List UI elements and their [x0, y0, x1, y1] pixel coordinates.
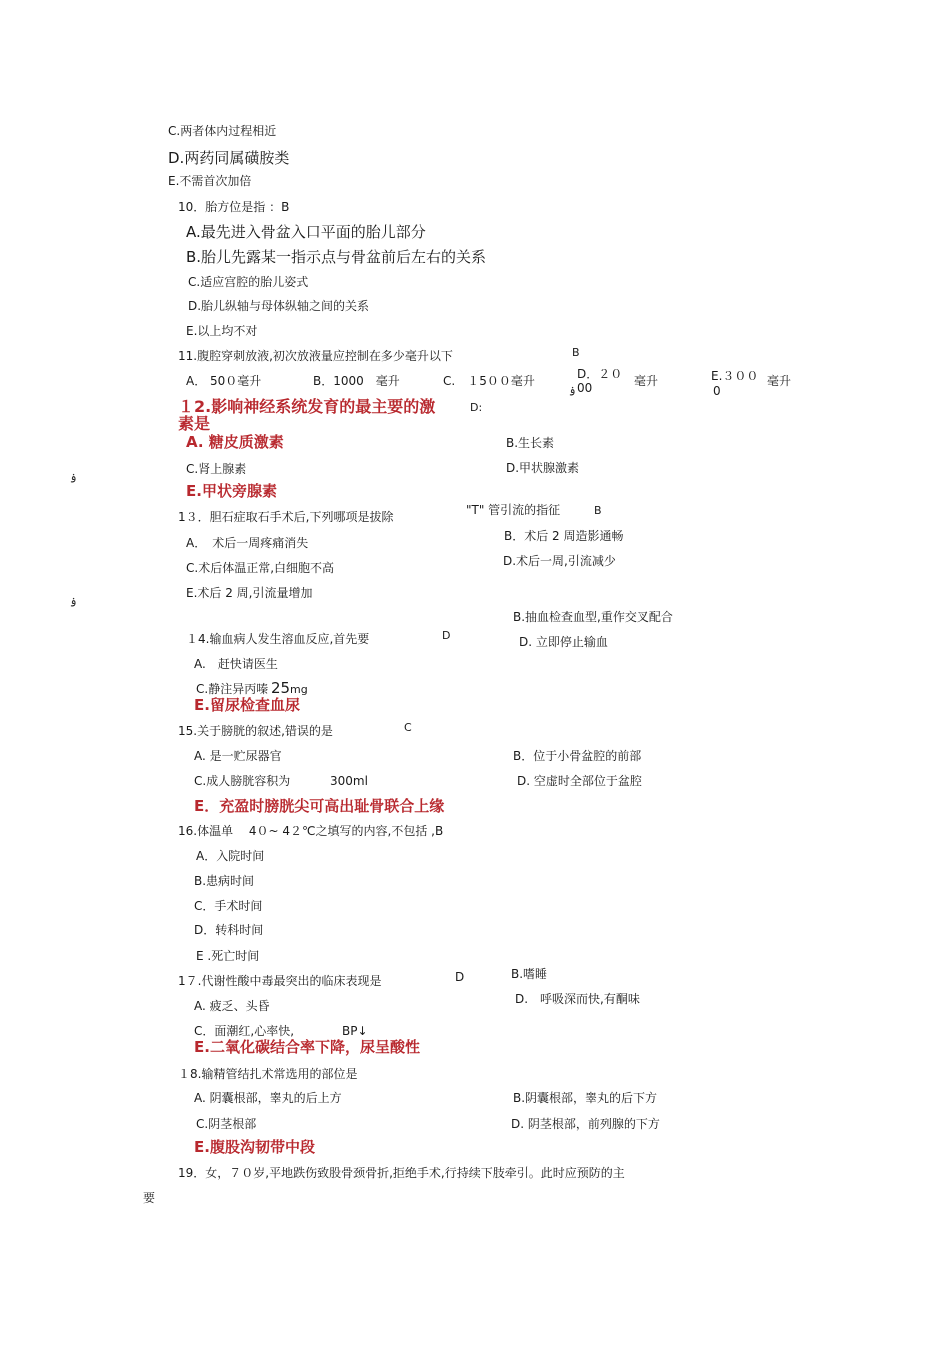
- option-line: C.肾上腺素: [186, 462, 247, 476]
- option-line: B.嗜睡: [511, 967, 548, 981]
- option-line: E.留尿检查血尿: [194, 696, 300, 714]
- option-line: E.腹股沟韧带中段: [194, 1138, 315, 1156]
- option-line: C．手术时间: [194, 899, 263, 913]
- option-line: A．入院时间: [196, 849, 265, 863]
- option-line: C.适应宫腔的胎儿姿式: [188, 275, 309, 289]
- option-line: A. 疲乏、头昏: [194, 999, 270, 1013]
- option-line: C.成人膀胱容积为: [194, 774, 291, 788]
- question-19-cont: 要: [143, 1191, 156, 1205]
- option-line: E.不需首次加倍: [168, 174, 252, 188]
- option-line: E.二氧化碳结合率下降，尿呈酸性: [194, 1038, 420, 1056]
- answer-mark: D:: [470, 401, 483, 414]
- option-line: C. １5００毫升: [443, 374, 535, 388]
- question-13: 1３．胆石症取石手术后,下列哪项是拔除: [178, 510, 394, 524]
- question-11: 11.腹腔穿刺放液,初次放液量应控制在多少毫升以下: [178, 349, 453, 363]
- option-line: D．转科时间: [194, 923, 264, 937]
- option-line: D.术后一周,引流减少: [503, 554, 616, 568]
- option-line: D.两药同属磺胺类: [168, 149, 290, 167]
- option-line: 25: [271, 679, 291, 697]
- option-line: C．面潮红,心率快,: [194, 1024, 295, 1038]
- answer-mark: D: [442, 629, 451, 642]
- option-line: A.最先进入骨盆入口平面的胎儿部分: [186, 223, 426, 241]
- option-line: mg: [290, 683, 308, 696]
- option-line: 0: [713, 384, 721, 398]
- option-line: B．位于小骨盆腔的前部: [513, 749, 642, 763]
- option-line: A. 阴囊根部，睾丸的后上方: [194, 1091, 342, 1105]
- option-line: E.术后 2 周,引流量增加: [186, 586, 313, 600]
- question-15: 15.关于膀胱的叙述,错误的是: [178, 724, 333, 738]
- option-line: A． 50０毫升: [186, 374, 262, 388]
- option-line: B.生长素: [506, 436, 555, 450]
- option-line: A． 术后一周疼痛消失: [186, 536, 309, 550]
- question-12: １2.影响神经系统发育的最主要的激: [178, 397, 436, 416]
- question-17: 1７.代谢性酸中毒最突出的临床表现是: [178, 974, 382, 988]
- option-line: E．充盈时膀胱尖可高出耻骨联合上缘: [194, 797, 445, 815]
- option-line: B．术后 2 周造影通畅: [504, 529, 624, 543]
- option-line: E .死亡时间: [196, 949, 260, 963]
- scan-mark: ۏ: [70, 594, 77, 607]
- question-18: １8.输精管结扎术常选用的部位是: [178, 1067, 358, 1081]
- option-line: C.静注异丙嗪: [196, 682, 269, 696]
- option-line: E.以上均不对: [186, 324, 258, 338]
- option-line: A. 是一贮尿器官: [194, 749, 282, 763]
- option-line: E.３００: [711, 369, 759, 383]
- question-16: 16.体温单 4０~ 4２℃之填写的内容,不包括 ,B: [178, 824, 444, 838]
- option-line: 00: [577, 381, 593, 395]
- option-line: D. 空虚时全部位于盆腔: [517, 774, 642, 788]
- option-line: 300ml: [330, 774, 368, 788]
- question-19: 19．女，７０岁,平地跌伤致股骨颈骨折,拒绝手术,行持续下肢牵引。此时应预防的主: [178, 1166, 625, 1180]
- option-line: B．1000 毫升: [313, 374, 400, 388]
- option-line: D. 呼吸深而快,有酮味: [515, 992, 640, 1006]
- answer-mark: B: [572, 346, 580, 359]
- option-line: D．２０: [577, 367, 623, 381]
- option-line: D. 立即停止输血: [519, 635, 608, 649]
- option-line: C.术后体温正常,白细胞不高: [186, 561, 335, 575]
- option-line: 毫升: [634, 374, 659, 388]
- option-line: B.阴囊根部，睾丸的后下方: [513, 1091, 658, 1105]
- option-line: C.两者体内过程相近: [168, 124, 277, 138]
- option-line: E.甲状旁腺素: [186, 482, 277, 500]
- scan-mark: ۏ: [569, 383, 576, 396]
- scan-mark: ۏ: [70, 470, 77, 483]
- option-line: D.胎儿纵轴与母体纵轴之间的关系: [188, 299, 370, 313]
- option-line: A. 赶快请医生: [194, 657, 278, 671]
- option-line: B.胎儿先露某一指示点与骨盆前后左右的关系: [186, 248, 487, 266]
- question-12-cont: 素是: [178, 414, 211, 433]
- option-line: D. 阴茎根部，前列腺的下方: [511, 1117, 660, 1131]
- question-10: 10．胎方位是指 ：B: [178, 200, 290, 214]
- option-line: C.阴茎根部: [196, 1117, 257, 1131]
- option-line: B.抽血检查血型,重作交叉配合: [513, 610, 673, 624]
- answer-mark: D: [455, 970, 465, 984]
- option-line: B.患病时间: [194, 874, 255, 888]
- option-line: BP↓: [342, 1024, 368, 1038]
- answer-mark: C: [404, 721, 412, 734]
- question-14: １4.输血病人发生溶血反应,首先要: [186, 632, 370, 646]
- option-line: D.甲状腺激素: [506, 461, 580, 475]
- answer-mark: B: [594, 504, 602, 517]
- question-13-cont: "T" 管引流的指征: [466, 503, 561, 517]
- option-line: 毫升: [767, 374, 792, 388]
- option-line: A. 糖皮质激素: [186, 433, 284, 451]
